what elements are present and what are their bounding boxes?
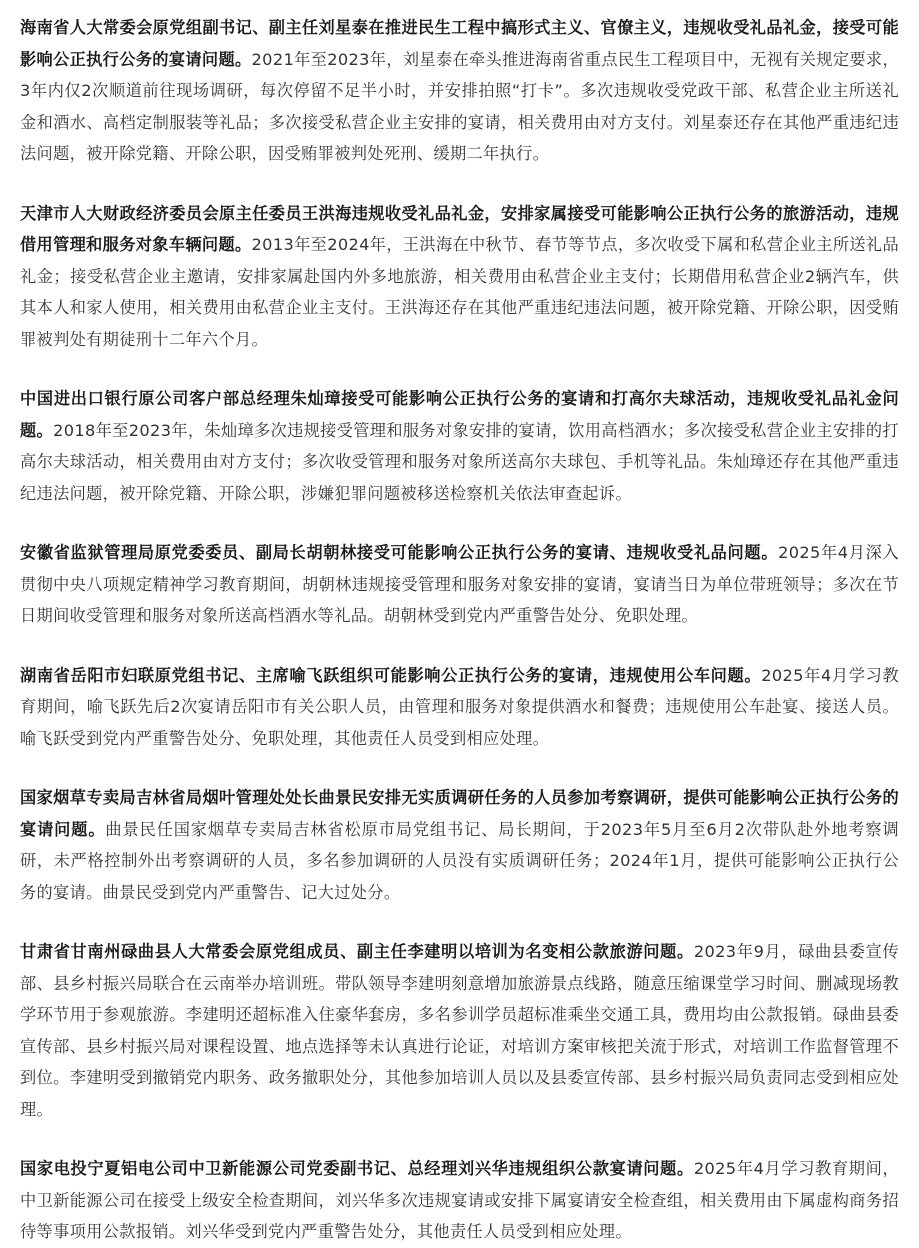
case-body-4: 2025年4月深入贯彻中央八项规定精神学习教育期间，胡朝林违规接受管理和服务对象安排的宴请，宴请当日为单位带班领导；多次在节日期间收受管理和服务对象所送高档酒水等礼品。胡朝林受到党内严重警告处分、免职处理。 — [20, 543, 899, 625]
case-body-1: 2021年至2023年，刘星泰在牵头推进海南省重点民生工程项目中，无视有关规定要求，3年内仅2次顺道前往现场调研，每次停留不足半小时，并安排拍照“打卡”。多次违规收受党政干部、私营企业主所送礼金和酒水、高档定制服装等礼品；多次接受私营企业主安排的宴请，相关费用由对方支付。刘星泰还存在其他严重违纪违法问题，被开除党籍、开除公职，因受贿罪被判处死刑、缓期二年执行。 — [20, 49, 899, 163]
case-title-6: 国家烟草专卖局吉林省局烟叶管理处处长曲景民安排无实质调研任务的人员参加考察调研，提供可能影响公正执行公务的宴请问题。 — [20, 788, 899, 839]
case-paragraph-8 — [20, 1153, 899, 1248]
case-title-8: 国家电投宁夏铝电公司中卫新能源公司党委副书记、总经理刘兴华违规组织公款宴请问题。 — [20, 1159, 694, 1178]
case-body-6: 曲景民任国家烟草专卖局吉林省松原市局党组书记、局长期间，于2023年5月至6月2次带队赴外地考察调研，未严格控制外出考察调研的人员，多名参加调研的人员没有实质调研任务；2024年1月，提供可能影响公正执行公务的宴请。曲景民受到党内严重警告、记大过处分。 — [20, 819, 899, 902]
case-paragraph-6 — [20, 782, 899, 908]
case-title-2: 天津市人大财政经济委员会原主任委员王洪海违规收受礼品礼金，安排家属接受可能影响公正执行公务的旅游活动，违规借用管理和服务对象车辆问题。 — [20, 203, 899, 254]
case-title-1: 海南省人大常委会原党组副书记、副主任刘星泰在推进民生工程中搞形式主义、官僚主义，违规收受礼品礼金，接受可能影响公正执行公务的宴请问题。 — [20, 18, 899, 69]
case-body-5: 2025年4月学习教育期间，喻飞跃先后2次宴请岳阳市有关公职人员，由管理和服务对象提供酒水和餐费；违规使用公车赴宴、接送人员。喻飞跃受到党内严重警告处分、免职处理，其他责任人员受到相应处理。 — [20, 665, 899, 748]
case-paragraph-7 — [20, 936, 899, 1125]
case-body-8: 2025年4月学习教育期间，中卫新能源公司在接受上级安全检查期间，刘兴华多次违规宴请或安排下属宴请安全检查组，相关费用由下属虚构商务招待等事项用公款报销。刘兴华受到党内严重警告处分，其他责任人员受到相应处理。 — [20, 1159, 899, 1241]
case-paragraph-5 — [20, 660, 899, 755]
case-paragraph-2 — [20, 198, 899, 356]
case-paragraph-3 — [20, 383, 899, 509]
case-title-4: 安徽省监狱管理局原党委委员、副局长胡朝林接受可能影响公正执行公务的宴请、违规收受礼品问题。 — [20, 543, 779, 562]
case-paragraph-1 — [20, 12, 899, 170]
case-body-2: 2013年至2024年，王洪海在中秋节、春节等节点，多次收受下属和私营企业主所送礼品礼金；接受私营企业主邀请，安排家属赴国内外多地旅游，相关费用由私营企业主支付；长期借用私营企业2辆汽车，供其本人和家人使用，相关费用由私营企业主支付。王洪海还存在其他严重违纪违法问题，被开除党籍、开除公职，因受贿罪被判处有期徒刑十二年六个月。 — [20, 235, 899, 349]
case-body-3: 2018年至2023年，朱灿璋多次违规接受管理和服务对象安排的宴请，饮用高档酒水；多次接受私营企业主安排的打高尔夫球活动，相关费用由对方支付；多次收受管理和服务对象所送高尔夫球包、手机等礼品。朱灿璋还存在其他严重违纪违法问题，被开除党籍、开除公职，涉嫌犯罪问题被移送检察机关依法审查起诉。 — [20, 420, 899, 503]
case-paragraph-4 — [20, 537, 899, 632]
case-body-7: 2023年9月，碌曲县委宣传部、县乡村振兴局联合在云南举办培训班。带队领导李建明刻意增加旅游景点线路，随意压缩课堂学习时间、删减现场教学环节用于参观旅游。李建明还超标准入住豪华套房，多名参训学员超标准乘坐交通工具，费用均由公款报销。碌曲县委宣传部、县乡村振兴局对课程设置、地点选择等未认真进行论证，对培训方案审核把关流于形式，对培训工作监督管理不到位。李建明受到撤销党内职务、政务撤职处分，其他参加培训人员以及县委宣传部、县乡村振兴局负责同志受到相应处理。 — [20, 942, 899, 1119]
case-title-5: 湖南省岳阳市妇联原党组书记、主席喻飞跃组织可能影响公正执行公务的宴请，违规使用公车问题。 — [20, 665, 762, 685]
case-title-7: 甘肃省甘南州碌曲县人大常委会原党组成员、副主任李建明以培训为名变相公款旅游问题。 — [20, 942, 694, 961]
case-title-3: 中国进出口银行原公司客户部总经理朱灿璋接受可能影响公正执行公务的宴请和打高尔夫球活动，违规收受礼品礼金问题。 — [20, 389, 899, 440]
